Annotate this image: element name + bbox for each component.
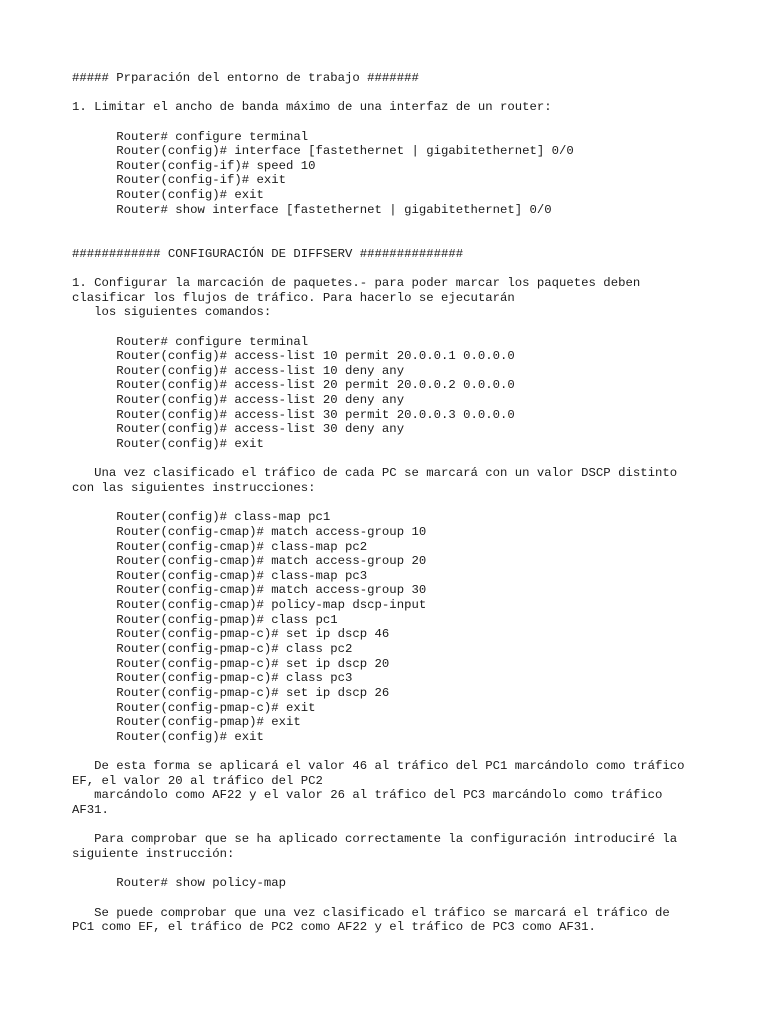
- text-line: siguiente instrucción:: [72, 846, 235, 861]
- text-line: Router(config-cmap)# class-map pc3: [72, 568, 368, 583]
- text-line: Router(config)# exit: [72, 729, 264, 744]
- text-line: Router(config-pmap-c)# set ip dscp 20: [72, 656, 390, 671]
- text-line: ############ CONFIGURACIÓN DE DIFFSERV ##############: [72, 246, 464, 261]
- text-line: Router# configure terminal: [72, 129, 309, 144]
- text-line: Router# show policy-map: [72, 876, 287, 891]
- text-line: Router(config-pmap-c)# exit: [72, 700, 316, 715]
- text-line: PC1 como EF, el tráfico de PC2 como AF22 y el tráfico de PC3 como AF31.: [72, 920, 596, 935]
- text-line: Router(config-pmap)# class pc1: [72, 612, 338, 627]
- text-line: [72, 86, 732, 101]
- document-page: [72, 71, 732, 935]
- text-line: [72, 862, 732, 877]
- text-line: [72, 115, 732, 130]
- text-line: marcándolo como AF22 y el valor 26 al tráfico del PC3 marcándolo como tráfico: [72, 788, 663, 803]
- text-line: [72, 891, 732, 906]
- text-line: Router(config-pmap-c)# set ip dscp 46: [72, 627, 390, 642]
- text-line: Router(config)# access-list 10 permit 20.0.0.1 0.0.0.0: [72, 349, 515, 364]
- text-line: Se puede comprobar que una vez clasificado el tráfico se marcará el tráfico de: [72, 905, 670, 920]
- text-line: Router(config)# access-list 20 deny any: [72, 393, 405, 408]
- text-line: Router(config-cmap)# match access-group 20: [72, 554, 427, 569]
- text-line: Router(config-pmap-c)# class pc3: [72, 671, 353, 686]
- text-line: Router(config)# access-list 30 permit 20.0.0.3 0.0.0.0: [72, 407, 515, 422]
- text-line: [72, 818, 732, 833]
- text-line: EF, el valor 20 al tráfico del PC2: [72, 773, 323, 788]
- text-line: Router(config-cmap)# policy-map dscp-input: [72, 598, 427, 613]
- text-line: Router(config-cmap)# class-map pc2: [72, 539, 368, 554]
- text-line: [72, 452, 732, 467]
- text-line: [72, 217, 732, 232]
- text-line: ##### Prparación del entorno de trabajo #######: [72, 71, 419, 85]
- text-line: Router(config-if)# speed 10: [72, 158, 316, 173]
- text-line: Router(config)# interface [fastethernet | gigabitethernet] 0/0: [72, 144, 574, 159]
- text-line: Router(config-pmap-c)# class pc2: [72, 641, 353, 656]
- text-line: Router(config-cmap)# match access-group 10: [72, 524, 427, 539]
- text-line: Router(config-if)# exit: [72, 173, 287, 188]
- text-line: Router(config)# access-list 20 permit 20.0.0.2 0.0.0.0: [72, 378, 515, 393]
- text-line: Router(config)# exit: [72, 437, 264, 452]
- text-line: AF31.: [72, 803, 109, 818]
- text-line: Para comprobar que se ha aplicado correctamente la configuración introduciré la: [72, 832, 678, 847]
- text-line: Router(config)# exit: [72, 188, 264, 203]
- text-line: [72, 744, 732, 759]
- text-line: los siguientes comandos:: [72, 305, 272, 320]
- text-line: Router(config-cmap)# match access-group 30: [72, 583, 427, 598]
- text-line: clasificar los flujos de tráfico. Para hacerlo se ejecutarán: [72, 290, 515, 305]
- text-line: 1. Configurar la marcación de paquetes.- para poder marcar los paquetes deben: [72, 275, 641, 290]
- text-line: [72, 232, 732, 247]
- text-line: Router(config-pmap-c)# set ip dscp 26: [72, 685, 390, 700]
- text-line: 1. Limitar el ancho de banda máximo de una interfaz de un router:: [72, 100, 552, 115]
- text-line: De esta forma se aplicará el valor 46 al tráfico del PC1 marcándolo como tráfico: [72, 759, 685, 774]
- text-line: [72, 496, 732, 511]
- text-line: Router(config)# class-map pc1: [72, 510, 331, 525]
- text-line: [72, 320, 732, 335]
- text-line: Una vez clasificado el tráfico de cada PC se marcará con un valor DSCP distinto: [72, 466, 678, 481]
- text-line: Router(config)# access-list 10 deny any: [72, 363, 405, 378]
- text-line: [72, 261, 732, 276]
- text-line: Router(config-pmap)# exit: [72, 715, 301, 730]
- text-line: Router(config)# access-list 30 deny any: [72, 422, 405, 437]
- text-line: Router# configure terminal: [72, 334, 309, 349]
- text-line: Router# show interface [fastethernet | gigabitethernet] 0/0: [72, 202, 552, 217]
- text-line: con las siguientes instrucciones:: [72, 480, 316, 495]
